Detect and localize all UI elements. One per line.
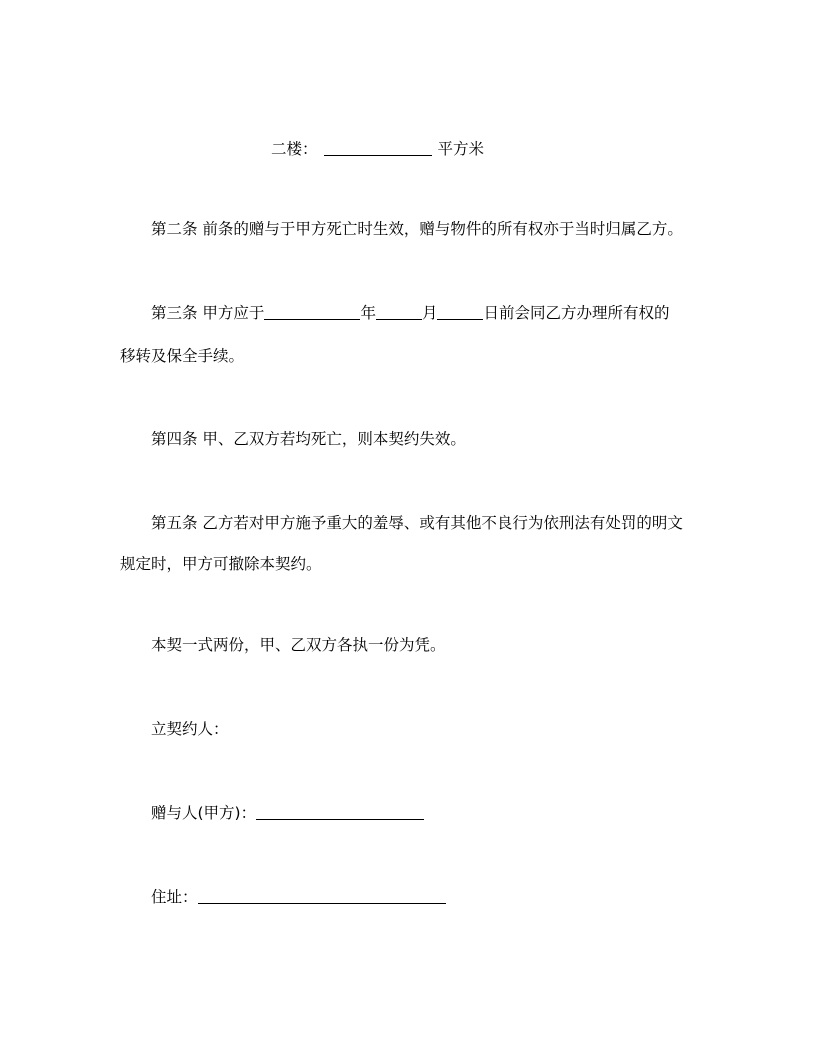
- article5-line1: 第五条 乙方若对甲方施予重大的羞辱、或有其他不良行为依刑法有处罚的明文: [151, 514, 683, 532]
- address-label: 住址：: [151, 888, 198, 906]
- article4-text: 第四条 甲、乙双方若均死亡，则本契约失效。: [151, 430, 466, 448]
- article3-line2: 移转及保全手续。: [120, 347, 245, 365]
- address-blank: [198, 887, 446, 904]
- article3-line1: [151, 302, 669, 324]
- address-line: [151, 886, 446, 908]
- floor2-unit: 平方米: [437, 140, 485, 158]
- donor-signature-blank: [256, 803, 424, 820]
- donor-line: [151, 802, 424, 824]
- floor2-area-blank: [324, 139, 432, 156]
- article2-text: 第二条 前条的赠与于甲方死亡时生效，赠与物件的所有权亦于当时归属乙方。: [151, 220, 683, 238]
- article5-line2: 规定时，甲方可撤除本契约。: [120, 555, 322, 573]
- article3-month: 月: [421, 304, 438, 322]
- floor2-line: [271, 138, 484, 160]
- donor-label: 赠与人(甲方)：: [151, 804, 257, 822]
- article3-day-rest: 日前会同乙方办理所有权的: [483, 304, 670, 322]
- article3-prefix: 第三条 甲方应于: [151, 304, 265, 322]
- copies-text: 本契一式两份，甲、乙双方各执一份为凭。: [151, 636, 446, 654]
- article3-year-blank: [264, 303, 360, 320]
- article3-month-blank: [376, 303, 422, 320]
- parties-label: 立契约人：: [151, 720, 229, 738]
- article3-year: 年: [360, 304, 376, 322]
- floor2-label: 二楼：: [271, 140, 318, 158]
- article3-day-blank: [437, 303, 483, 320]
